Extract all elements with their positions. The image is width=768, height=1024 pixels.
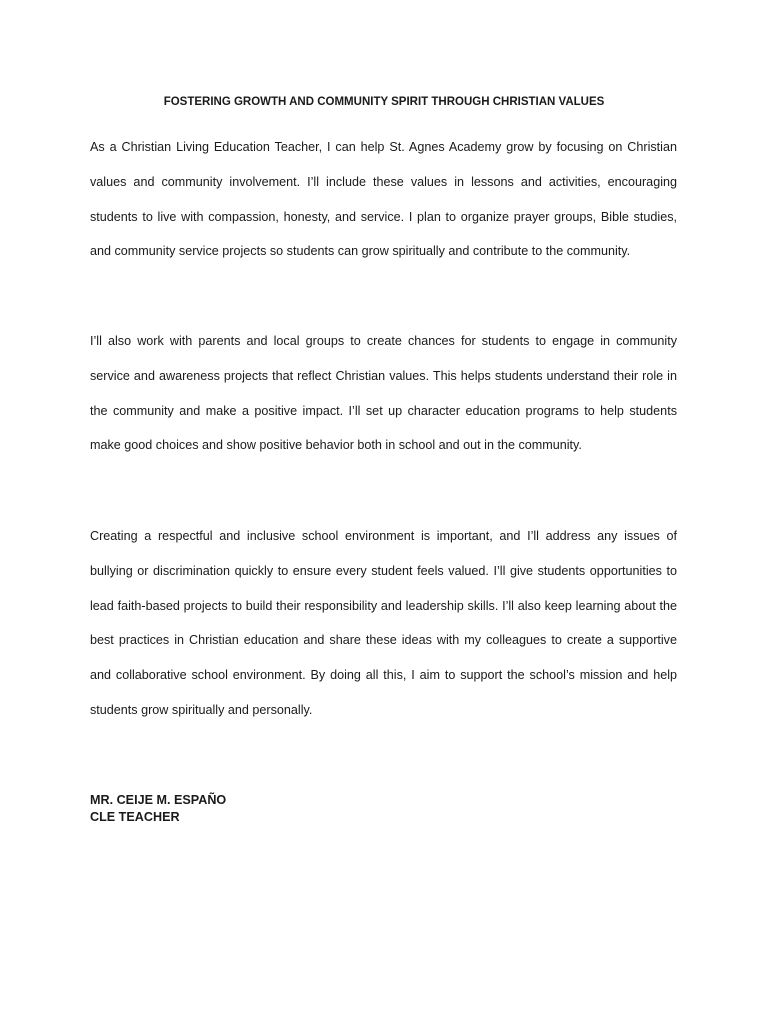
body-paragraph-2: I’ll also work with parents and local groups to create chances for students to engage in community service and awareness projects that reflect Christian values. This helps students understand their role in the community and make a positive impact. I’ll set up character education programs to help students make good choices and show positive behavior both in school and out in the community.: [90, 334, 677, 453]
document-title: FOSTERING GROWTH AND COMMUNITY SPIRIT THROUGH CHRISTIAN VALUES: [163, 96, 605, 108]
body-paragraph-3: Creating a respectful and inclusive school environment is important, and I’ll address any issues of bullying or discrimination quickly to ensure every student feels valued. I’ll give students opportunities to lead faith-based projects to build their responsibility and leadership skills. I’ll also keep learning about the best practices in Christian education and share these ideas with my colleagues to create a supportive and collaborative school environment. By doing all this, I aim to support the school’s mission and help students grow spiritually and personally.: [90, 529, 677, 717]
body-paragraph-1: As a Christian Living Education Teacher, I can help St. Agnes Academy grow by focusing on Christian values and community involvement. I’ll include these values in lessons and activities, encouraging students to live with compassion, honesty, and service. I plan to organize prayer groups, Bible studies, and community service projects so students can grow spiritually and contribute to the community.: [90, 140, 677, 259]
signature-role: CLE TEACHER: [90, 810, 180, 824]
signature-name: MR. CEIJE M. ESPAÑO: [90, 793, 227, 807]
